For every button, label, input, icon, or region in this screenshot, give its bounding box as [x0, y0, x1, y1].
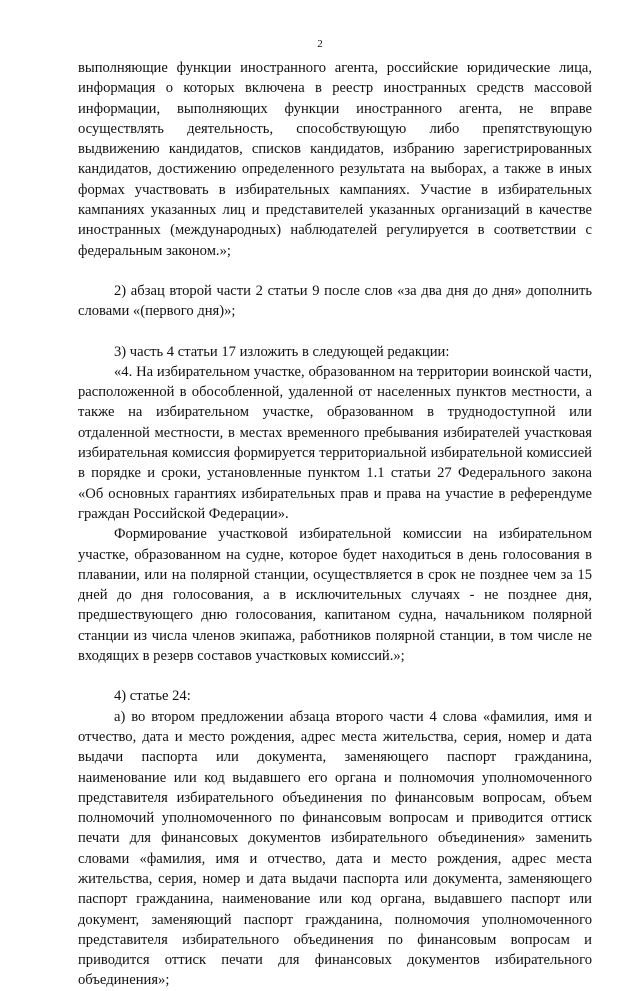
paragraph-amendment-3-ship-station: Формирование участковой избирательной комиссии на избирательном участке, образованном на судне, которое будет находиться в день голосования в плавании, или на полярной станции, осуществляется в срок не позднее чем за 15 дней до дня голосования, а в исключительных случаях - не позднее дня, предшествующего дню голосования, капитаном судна, начальником полярной станции из числа членов экипажа, работников полярной станции, в том числе не входящих в резерв составов участковых комиссий.»; [78, 526, 592, 665]
document-body [78, 58, 592, 991]
page-number: 2 [317, 38, 323, 50]
paragraph-amendment-4-intro: 4) статье 24: [114, 688, 191, 705]
paragraph-amendment-2: 2) абзац второй части 2 статьи 9 после слов «за два дня до дня» дополнить словами «(первого дня)»; [78, 282, 592, 320]
paragraph-foreign-agents-continuation: выполняющие функции иностранного агента, российские юридические лица, информация о которых включена в реестр иностранных средств массовой информации, выполняющих функции иностранного агента, не вправе осуществлять деятельность, способствующую либо препятствующую выдвижению кандидатов, списков кандидатов, избранию зарегистрированных кандидатов, достижению определенного результата на выборах, а также в иных формах участвовать в избирательных кампаниях. Участие в избирательных кампаниях указанных лиц и представителей указанных организаций в качестве иностранных (международных) наблюдателей регулируется в соответствии с федеральным законом.»; [78, 60, 592, 259]
paragraph-amendment-3-text: «4. На избирательном участке, образованном на территории воинской части, расположенной в обособленной, удаленной от населенных пунктов местности, а также на избирательном участке, образованном в труднодоступной или отдаленной местности, в местах временного пребывания избирателей участковая избирательная комиссия формируется территориальной избирательной комиссией в порядке и сроки, установленные пунктом 1.1 статьи 27 Федерального закона «Об основных гарантиях избирательных прав и права на участие в референдуме граждан Российской Федерации». [78, 363, 592, 522]
paragraph-amendment-3-intro: 3) часть 4 статьи 17 изложить в следующей редакции: [114, 343, 450, 360]
paragraph-amendment-4a: а) во втором предложении абзаца второго части 4 слова «фамилия, имя и отчество, дата и место рождения, адрес места жительства, серия, номер и дата выдачи паспорта или документа, заменяющего паспорт гражданина, наименование или код выдавшего его органа и полномочия уполномоченного представителя избирательного объединения по финансовым вопросам, объем полномочий уполномоченного по финансовым вопросам и приводится оттиск печати для финансовых документов избирательного объединения» заменить словами «фамилия, имя и отчество, дата и место рождения, адрес места жительства, серия, номер и дата выдачи паспорта или документа, заменяющего паспорт гражданина, наименование или код органа, выдавшего паспорт или документ, заменяющий паспорт гражданина, полномочия уполномоченного представителя избирательного объединения по финансовым вопросам и приводится оттиск печати для финансовых документов избирательного объединения»; [78, 708, 592, 989]
